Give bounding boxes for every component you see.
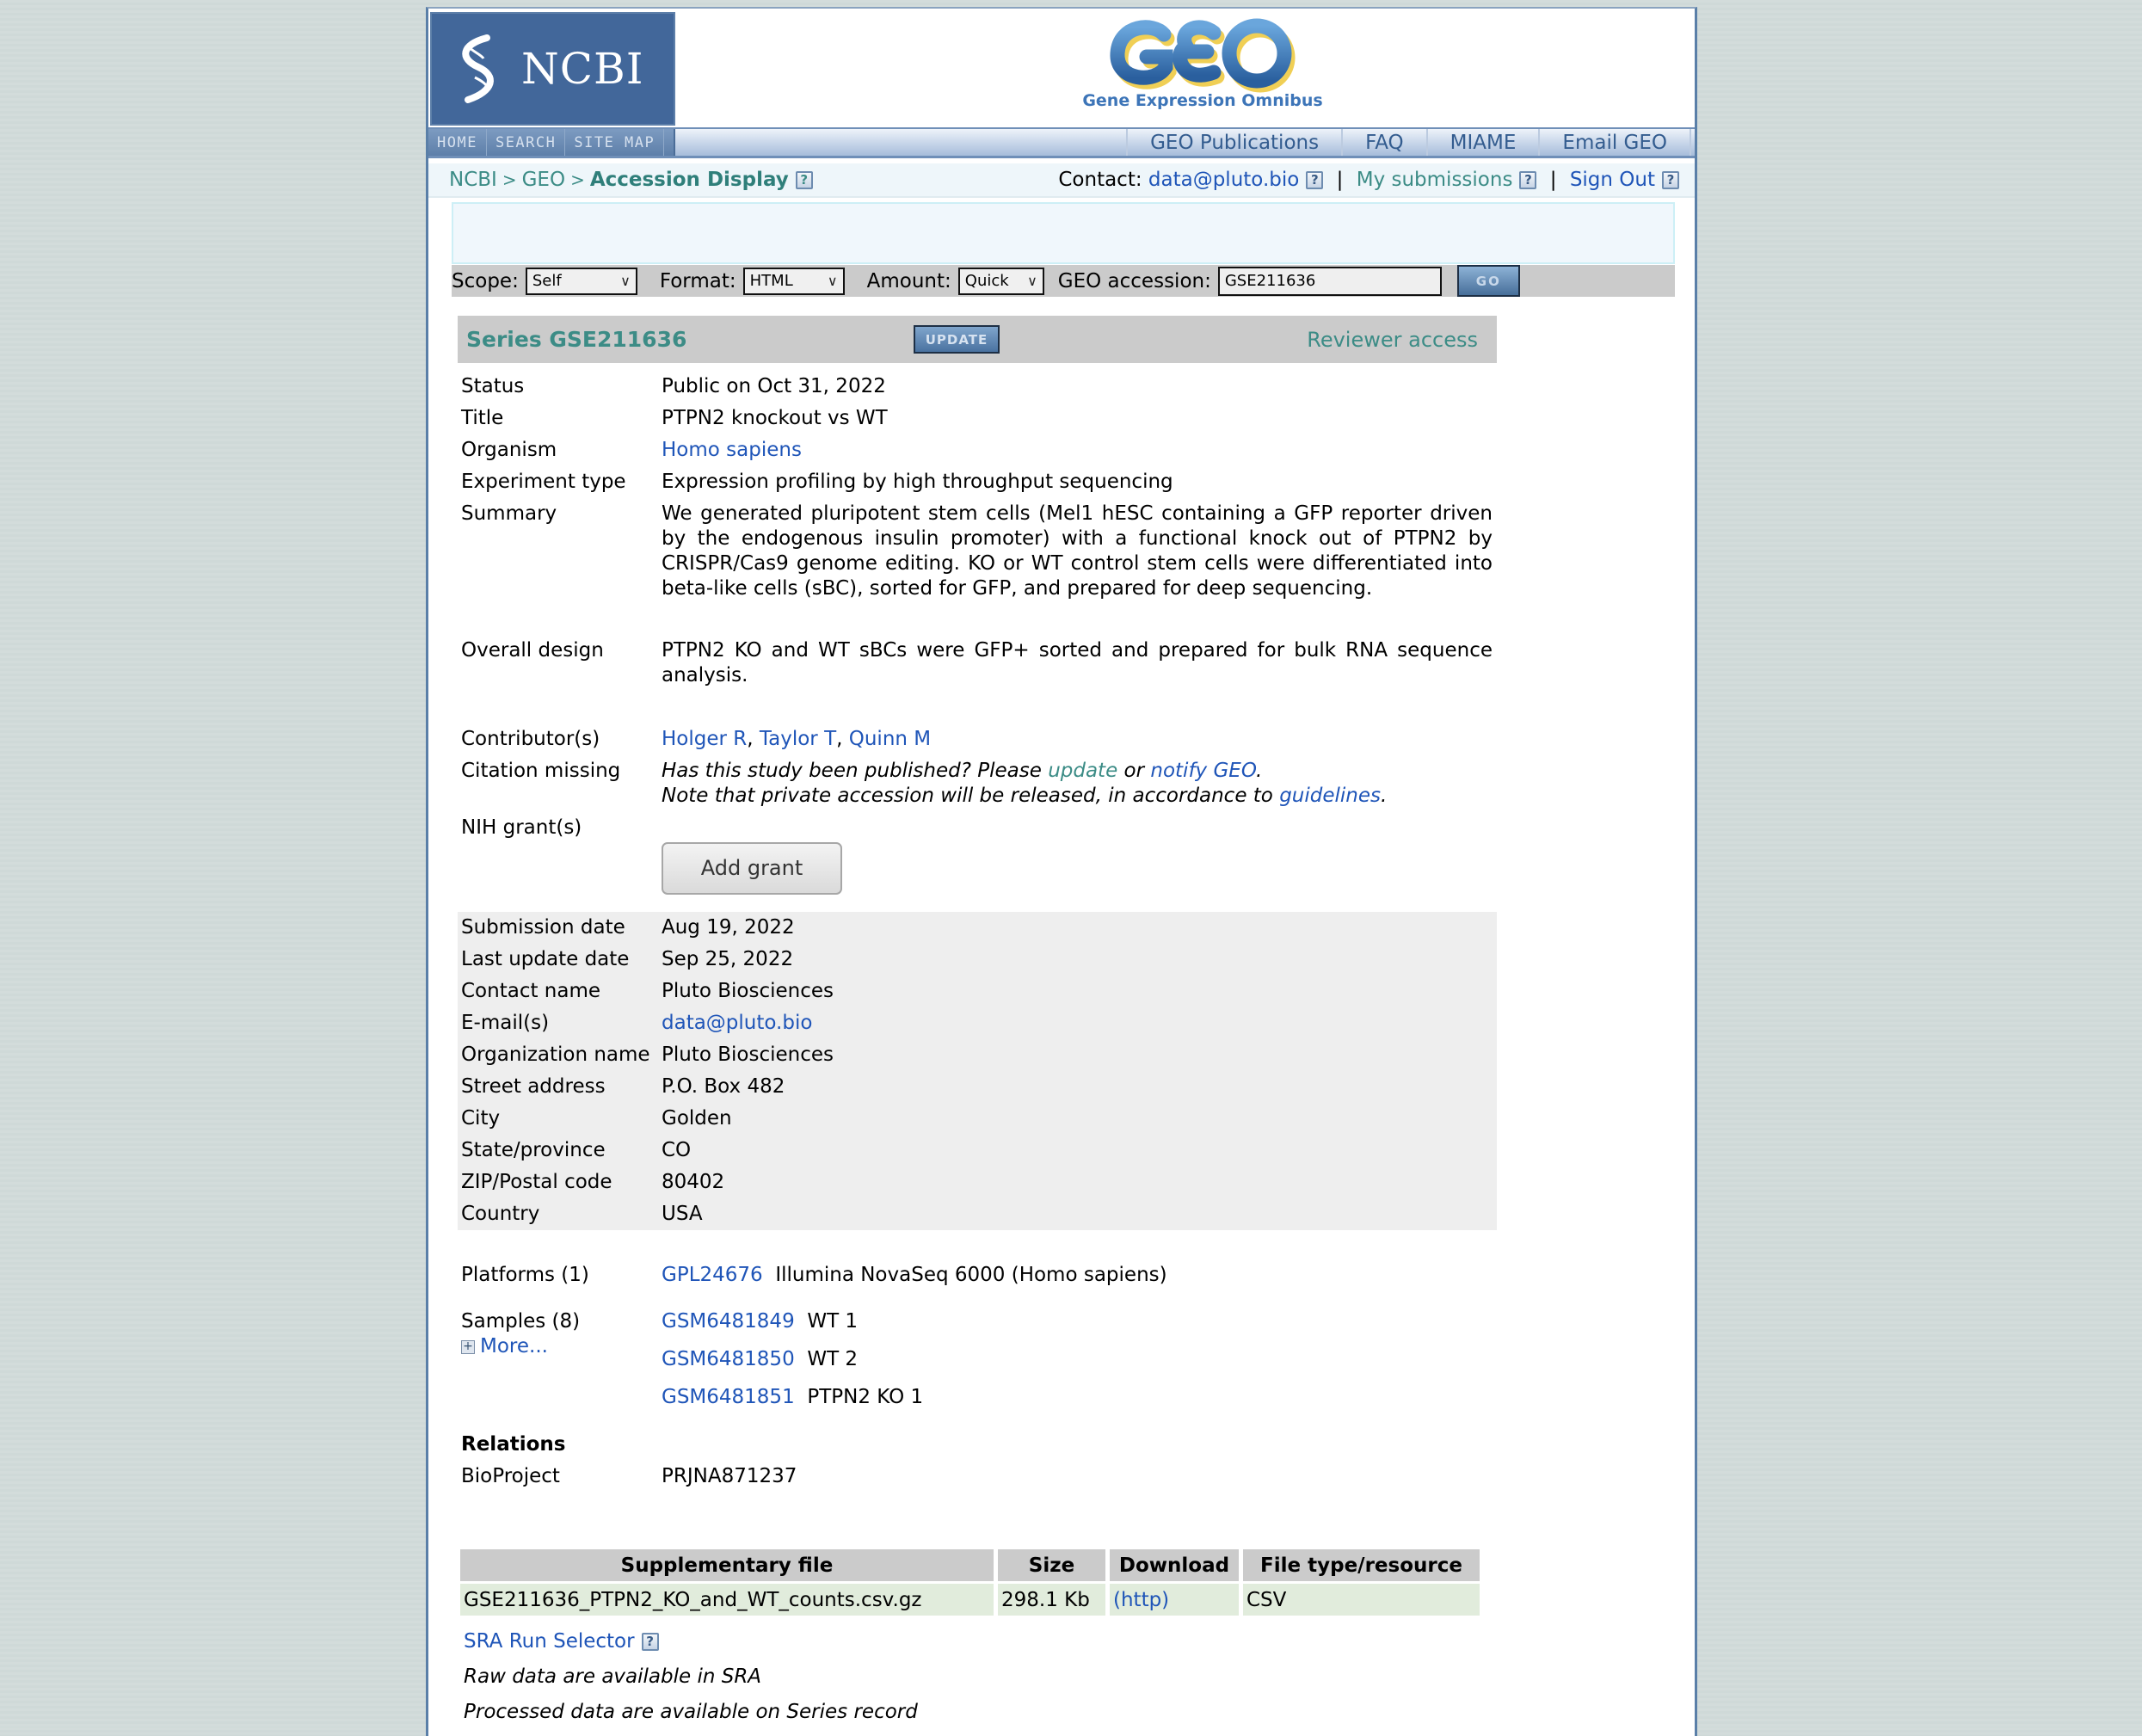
ncbi-logo[interactable]	[430, 12, 675, 126]
nav-faq[interactable]: FAQ	[1341, 129, 1426, 156]
sample-name: WT 1	[807, 1310, 859, 1333]
format-label: Format:	[659, 269, 736, 292]
contact-row	[458, 1167, 1497, 1198]
amount-label: Amount:	[866, 269, 951, 292]
sample-item	[662, 1309, 1493, 1347]
field-summary	[458, 498, 1497, 605]
help-icon[interactable]: ?	[1519, 171, 1536, 189]
field-value: We generated pluripotent stem cells (Mel1 hESC containing a GFP reporter driven by the endogenous insulin promoter) with a functional knock out of PTPN2 by CRISPR/Cas9 genome editing. KO or WT control stem cells were differentiated into beta-like cells (sBC), sorted for GFP, and prepared for deep sequencing.	[662, 502, 1493, 600]
accession-value: GSE211636	[1224, 272, 1316, 290]
divider: |	[1336, 169, 1344, 191]
field-nih-grants	[458, 812, 1497, 898]
sample-name: PTPN2 KO 1	[807, 1386, 924, 1408]
file-type: CSV	[1243, 1584, 1480, 1616]
field-value: Sep 25, 2022	[662, 948, 794, 970]
sign-out-link[interactable]: Sign Out	[1569, 169, 1655, 191]
processed-data-note: Processed data are available on Series record	[464, 1701, 918, 1723]
geo-banner	[678, 9, 1695, 126]
field-label: Experiment type	[461, 471, 626, 493]
format-value: HTML	[749, 272, 793, 290]
my-submissions-link[interactable]: My submissions	[1356, 169, 1513, 191]
field-label: Last update date	[461, 948, 630, 970]
separator: ,	[836, 728, 849, 750]
contributor-link[interactable]: Taylor T	[759, 728, 837, 750]
file-name: GSE211636_PTPN2_KO_and_WT_counts.csv.gz	[460, 1584, 994, 1616]
reviewer-access-link[interactable]: Reviewer access	[1307, 327, 1478, 352]
notify-geo-link[interactable]: notify GEO	[1150, 760, 1256, 782]
field-samples	[458, 1306, 1497, 1413]
sample-item	[662, 1385, 1493, 1410]
chevron-down-icon: ∨	[1027, 273, 1037, 289]
field-label: ZIP/Postal code	[461, 1171, 612, 1193]
amount-select[interactable]	[958, 268, 1044, 295]
field-value: USA	[662, 1203, 703, 1225]
scope-value: Self	[532, 272, 562, 290]
relations-heading: Relations	[461, 1433, 566, 1456]
citation-text: .	[1256, 760, 1263, 782]
field-experiment-type	[458, 466, 1497, 498]
field-organism	[458, 434, 1497, 466]
field-label: State/province	[461, 1139, 606, 1161]
series-details	[458, 371, 1497, 1493]
organism-link[interactable]: Homo sapiens	[662, 439, 802, 461]
geo-subtitle: Gene Expression Omnibus	[1082, 91, 1323, 110]
contact-info-block	[458, 912, 1497, 1230]
contributor-link[interactable]: Holger R	[662, 728, 748, 750]
scope-label: Scope:	[452, 269, 519, 292]
field-value: Pluto Biosciences	[662, 980, 834, 1002]
platform-name: Illumina NovaSeq 6000 (Homo sapiens)	[775, 1264, 1167, 1286]
field-label: Contributor(s)	[461, 728, 600, 750]
more-samples-link[interactable]: More...	[480, 1335, 548, 1357]
geo-logo-icon	[1104, 14, 1302, 93]
column-header: Supplementary file	[460, 1549, 994, 1581]
user-bar	[1058, 169, 1679, 191]
chevron-down-icon: ∨	[620, 273, 631, 289]
nav-search[interactable]: SEARCH	[487, 129, 565, 156]
page-frame	[426, 7, 1697, 1736]
contact-row	[458, 944, 1497, 976]
field-bioproject	[458, 1461, 1497, 1493]
guidelines-link[interactable]: guidelines	[1279, 785, 1381, 807]
relations-heading-row	[458, 1429, 1497, 1461]
table-header-row	[460, 1549, 1480, 1581]
contact-row	[458, 1198, 1497, 1230]
field-label: Street address	[461, 1075, 606, 1098]
top-navbar	[428, 127, 1695, 158]
contact-row	[458, 1103, 1497, 1135]
contact-email-link[interactable]: data@pluto.bio	[1148, 169, 1300, 191]
field-value: Aug 19, 2022	[662, 916, 795, 939]
field-title	[458, 403, 1497, 434]
field-citation-missing	[458, 755, 1497, 812]
breadcrumb	[449, 169, 813, 191]
series-header	[458, 316, 1497, 363]
sample-name: WT 2	[807, 1348, 859, 1370]
contact-row	[458, 1135, 1497, 1167]
field-value: 80402	[662, 1171, 725, 1193]
supplementary-table	[456, 1547, 1484, 1618]
update-citation-link[interactable]: update	[1048, 760, 1118, 782]
field-contributors	[458, 723, 1497, 755]
raw-data-note: Raw data are available in SRA	[464, 1665, 762, 1688]
amount-value: Quick	[964, 272, 1009, 290]
field-label: Platforms (1)	[461, 1264, 589, 1286]
accession-search-bar	[452, 265, 1675, 297]
sample-link[interactable]: GSM6481850	[662, 1348, 795, 1370]
nav-geo-publications[interactable]: GEO Publications	[1126, 129, 1341, 156]
nav-home[interactable]: HOME	[428, 129, 487, 156]
field-label: Status	[461, 375, 525, 397]
notice-box	[452, 202, 1675, 264]
field-value: Public on Oct 31, 2022	[662, 375, 886, 397]
column-header: Size	[998, 1549, 1105, 1581]
series-title: Series GSE211636	[466, 327, 687, 352]
bioproject-value: PRJNA871237	[662, 1465, 797, 1487]
field-platforms	[458, 1259, 1497, 1291]
contributor-link[interactable]: Quinn M	[848, 728, 932, 750]
field-label: E-mail(s)	[461, 1012, 550, 1034]
go-button[interactable]: GO	[1457, 265, 1520, 297]
separator: ,	[747, 728, 760, 750]
field-value: P.O. Box 482	[662, 1075, 785, 1098]
ncbi-logo-text: NCBI	[521, 44, 644, 94]
nav-site-map[interactable]: SITE MAP	[565, 129, 664, 156]
field-value: PTPN2 knockout vs WT	[662, 407, 888, 429]
scope-select[interactable]	[526, 268, 637, 295]
field-label: Samples (8)	[461, 1310, 581, 1333]
dna-helix-icon	[452, 33, 504, 105]
citation-text: Note that private accession will be released, in accordance to	[662, 785, 1280, 807]
geo-nav	[1126, 129, 1691, 156]
platform-link[interactable]: GPL24676	[662, 1264, 763, 1286]
breadcrumb-separator: >	[502, 169, 517, 190]
field-value: PTPN2 KO and WT sBCs were GFP+ sorted and prepared for bulk RNA sequence analysis.	[662, 639, 1493, 686]
breadcrumb-bar	[428, 163, 1695, 198]
help-icon[interactable]: ?	[1662, 171, 1679, 189]
geo-logo[interactable]	[1082, 14, 1323, 126]
field-label: Organism	[461, 439, 557, 461]
contact-row	[458, 1039, 1497, 1071]
field-label: Title	[461, 407, 504, 429]
field-label: Country	[461, 1203, 540, 1225]
field-label: Overall design	[461, 639, 604, 662]
divider: |	[1549, 169, 1557, 191]
field-label: Contact name	[461, 980, 601, 1002]
help-icon[interactable]: ?	[796, 171, 813, 189]
sample-link[interactable]: GSM6481849	[662, 1310, 795, 1333]
accession-label: GEO accession:	[1057, 269, 1211, 292]
field-status	[458, 371, 1497, 403]
add-grant-button[interactable]: Add grant	[662, 842, 842, 895]
chevron-down-icon: ∨	[827, 273, 838, 289]
data-availability	[464, 1624, 918, 1730]
breadcrumb-current: Accession Display	[589, 169, 789, 191]
column-header: File type/resource	[1243, 1549, 1480, 1581]
download-http-link[interactable]: (http)	[1113, 1588, 1170, 1611]
field-label: Citation missing	[461, 760, 621, 782]
contact-row	[458, 1071, 1497, 1103]
help-icon[interactable]: ?	[642, 1633, 659, 1651]
help-icon[interactable]: ?	[1306, 171, 1323, 189]
citation-text: or	[1117, 760, 1151, 782]
field-label: Organization name	[461, 1043, 650, 1066]
contact-row	[458, 1007, 1497, 1039]
field-label: Submission date	[461, 916, 625, 939]
contact-row	[458, 976, 1497, 1007]
table-row	[460, 1584, 1480, 1616]
field-label: Summary	[461, 502, 557, 525]
breadcrumb-ncbi[interactable]: NCBI	[449, 169, 497, 191]
breadcrumb-separator: >	[570, 169, 585, 190]
breadcrumb-geo[interactable]: GEO	[521, 169, 566, 191]
field-label: BioProject	[461, 1465, 560, 1487]
field-label: City	[461, 1107, 501, 1130]
sra-run-selector-link[interactable]: SRA Run Selector	[464, 1630, 635, 1653]
format-select[interactable]	[743, 268, 845, 295]
nav-miame[interactable]: MIAME	[1426, 129, 1539, 156]
citation-text: Has this study been published? Please	[662, 760, 1049, 782]
field-value: Golden	[662, 1107, 732, 1130]
ncbi-nav	[428, 129, 675, 156]
field-label: NIH grant(s)	[461, 816, 582, 839]
nav-email-geo[interactable]: Email GEO	[1538, 129, 1691, 156]
column-header: Download	[1110, 1549, 1239, 1581]
field-value: Expression profiling by high throughput sequencing	[662, 471, 1173, 493]
field-value: Pluto Biosciences	[662, 1043, 834, 1066]
field-overall-design	[458, 635, 1497, 692]
email-link[interactable]: data@pluto.bio	[662, 1012, 813, 1034]
update-button[interactable]: UPDATE	[914, 325, 1000, 354]
citation-text: .	[1381, 785, 1388, 807]
accession-input[interactable]	[1218, 267, 1442, 296]
contact-label: Contact:	[1058, 169, 1142, 191]
sample-link[interactable]: GSM6481851	[662, 1386, 795, 1408]
expand-plus-icon[interactable]: +	[461, 1340, 475, 1354]
sample-item	[662, 1347, 1493, 1385]
file-size: 298.1 Kb	[998, 1584, 1105, 1616]
field-value: CO	[662, 1139, 692, 1161]
contact-row	[458, 912, 1497, 944]
